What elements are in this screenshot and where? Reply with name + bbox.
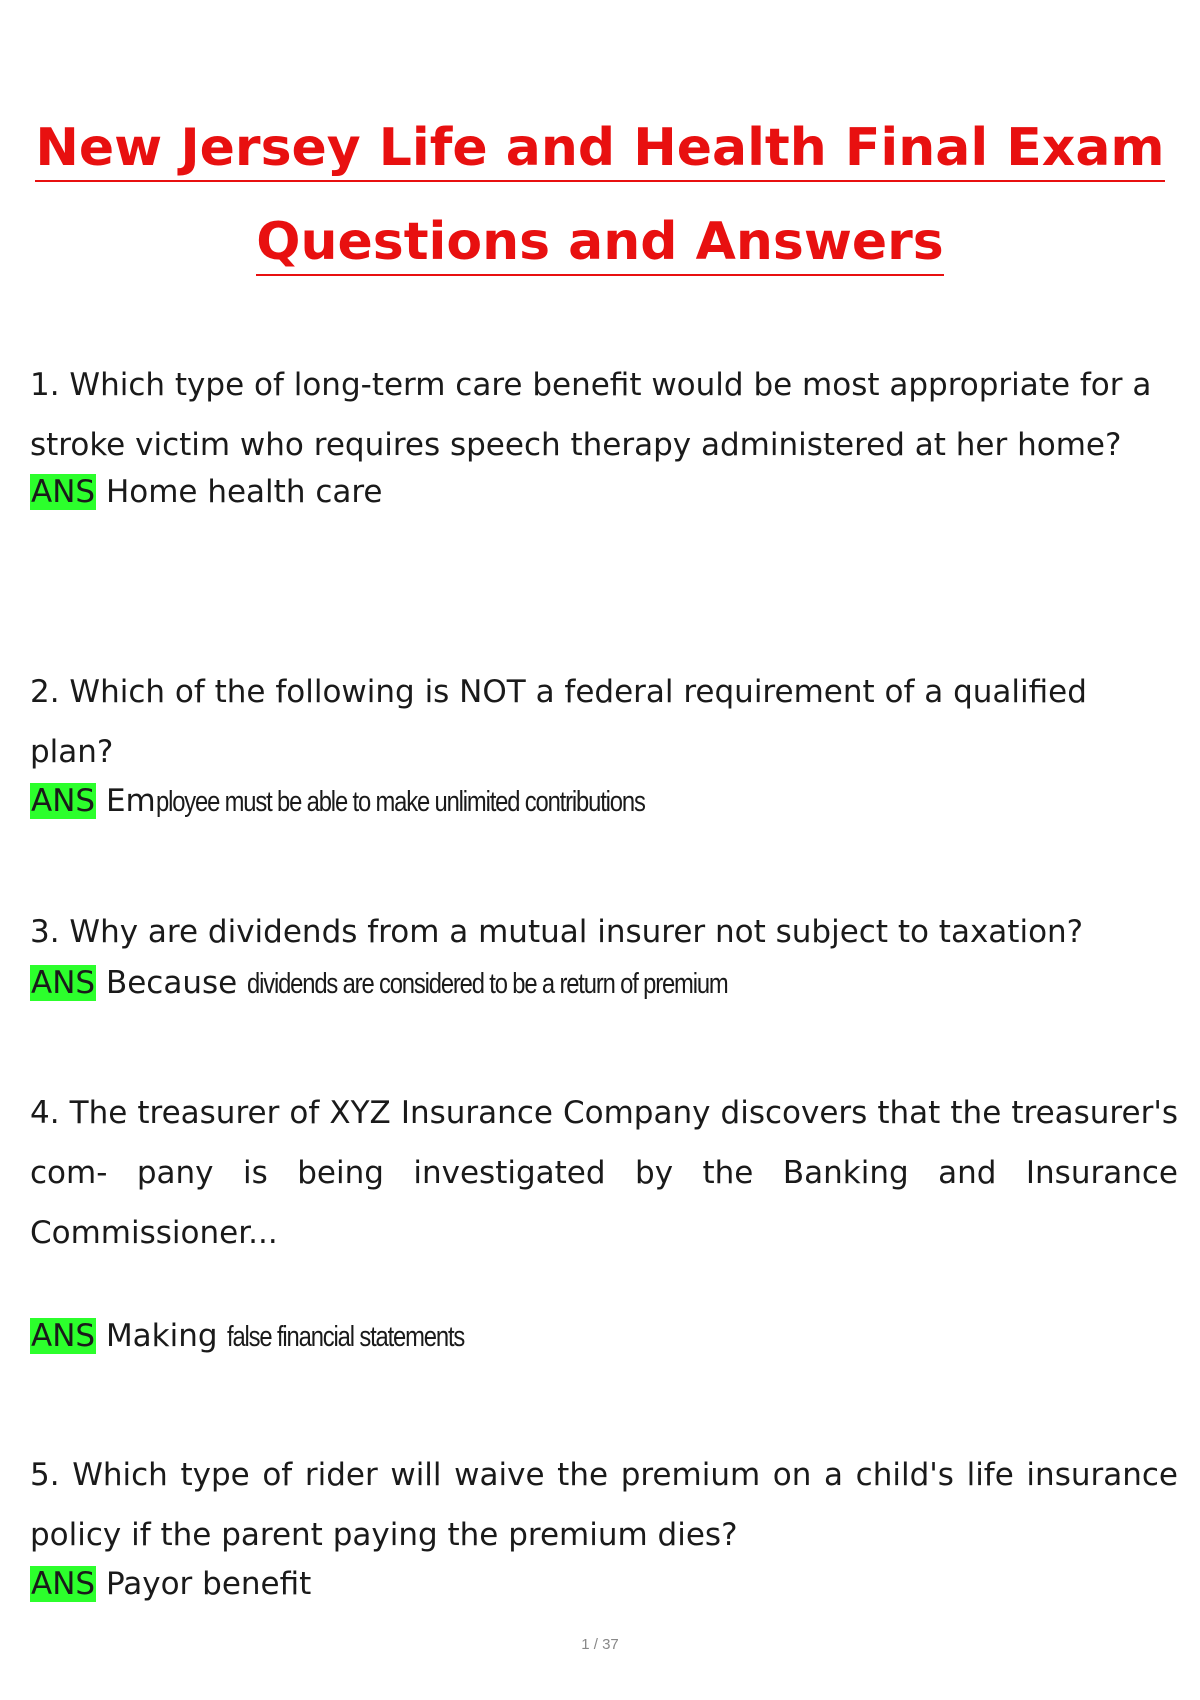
question-3: 3. Why are dividends from a mutual insurer not subject to taxation? xyxy=(30,914,1084,950)
qa-item-5 xyxy=(30,1445,1178,1607)
question-4: 4. The treasurer of XYZ Insurance Company discovers that the treasurer's com- pany is being investigated by the Banking and Insurance Commissioner... xyxy=(30,1095,1178,1251)
ans-label-5: ANS xyxy=(31,1566,96,1602)
ans-label-3: ANS xyxy=(31,965,96,1001)
title-line-2-text: Questions and Answers xyxy=(256,212,943,276)
ans-label-2: ANS xyxy=(31,783,96,819)
answer-1-text: Home health care xyxy=(105,474,383,510)
qa-item-2 xyxy=(30,662,1178,825)
answer-1 xyxy=(30,469,1178,515)
answer-4 xyxy=(30,1313,1178,1360)
answer-3-lead: Because xyxy=(105,965,238,1001)
document-title-line-1 xyxy=(0,118,1200,178)
title-line-1-text: New Jersey Life and Health Final Exam xyxy=(35,118,1164,182)
question-1: 1. Which type of long-term care benefit would be most appropriate for a stroke victim who requires speech therapy administered at her home? xyxy=(30,367,1152,463)
qa-item-3 xyxy=(30,902,1178,1007)
answer-3-tail: dividends are considered to be a return of premium xyxy=(247,968,728,1000)
answer-2 xyxy=(30,778,1178,825)
qa-item-1 xyxy=(30,355,1178,515)
qa-item-4 xyxy=(30,1083,1178,1360)
question-2: 2. Which of the following is NOT a federal requirement of a qualified plan? xyxy=(30,674,1087,770)
page-number: 1 / 37 xyxy=(581,1636,619,1653)
question-5: 5. Which type of rider will waive the premium on a child's life insurance policy if the parent paying the premium dies? xyxy=(30,1457,1178,1553)
answer-2-tail: ployee must be able to make unlimited contributions xyxy=(155,786,645,818)
document-title-line-2 xyxy=(0,212,1200,272)
answer-4-tail: false financial statements xyxy=(227,1321,465,1353)
answer-4-lead: Making xyxy=(105,1318,218,1354)
answer-5-text: Payor benefit xyxy=(105,1566,312,1602)
ans-label-4: ANS xyxy=(31,1318,96,1354)
answer-3 xyxy=(30,960,1178,1007)
ans-label-1: ANS xyxy=(31,474,96,510)
answer-5 xyxy=(30,1561,1178,1607)
answer-2-lead: Em xyxy=(105,783,156,819)
